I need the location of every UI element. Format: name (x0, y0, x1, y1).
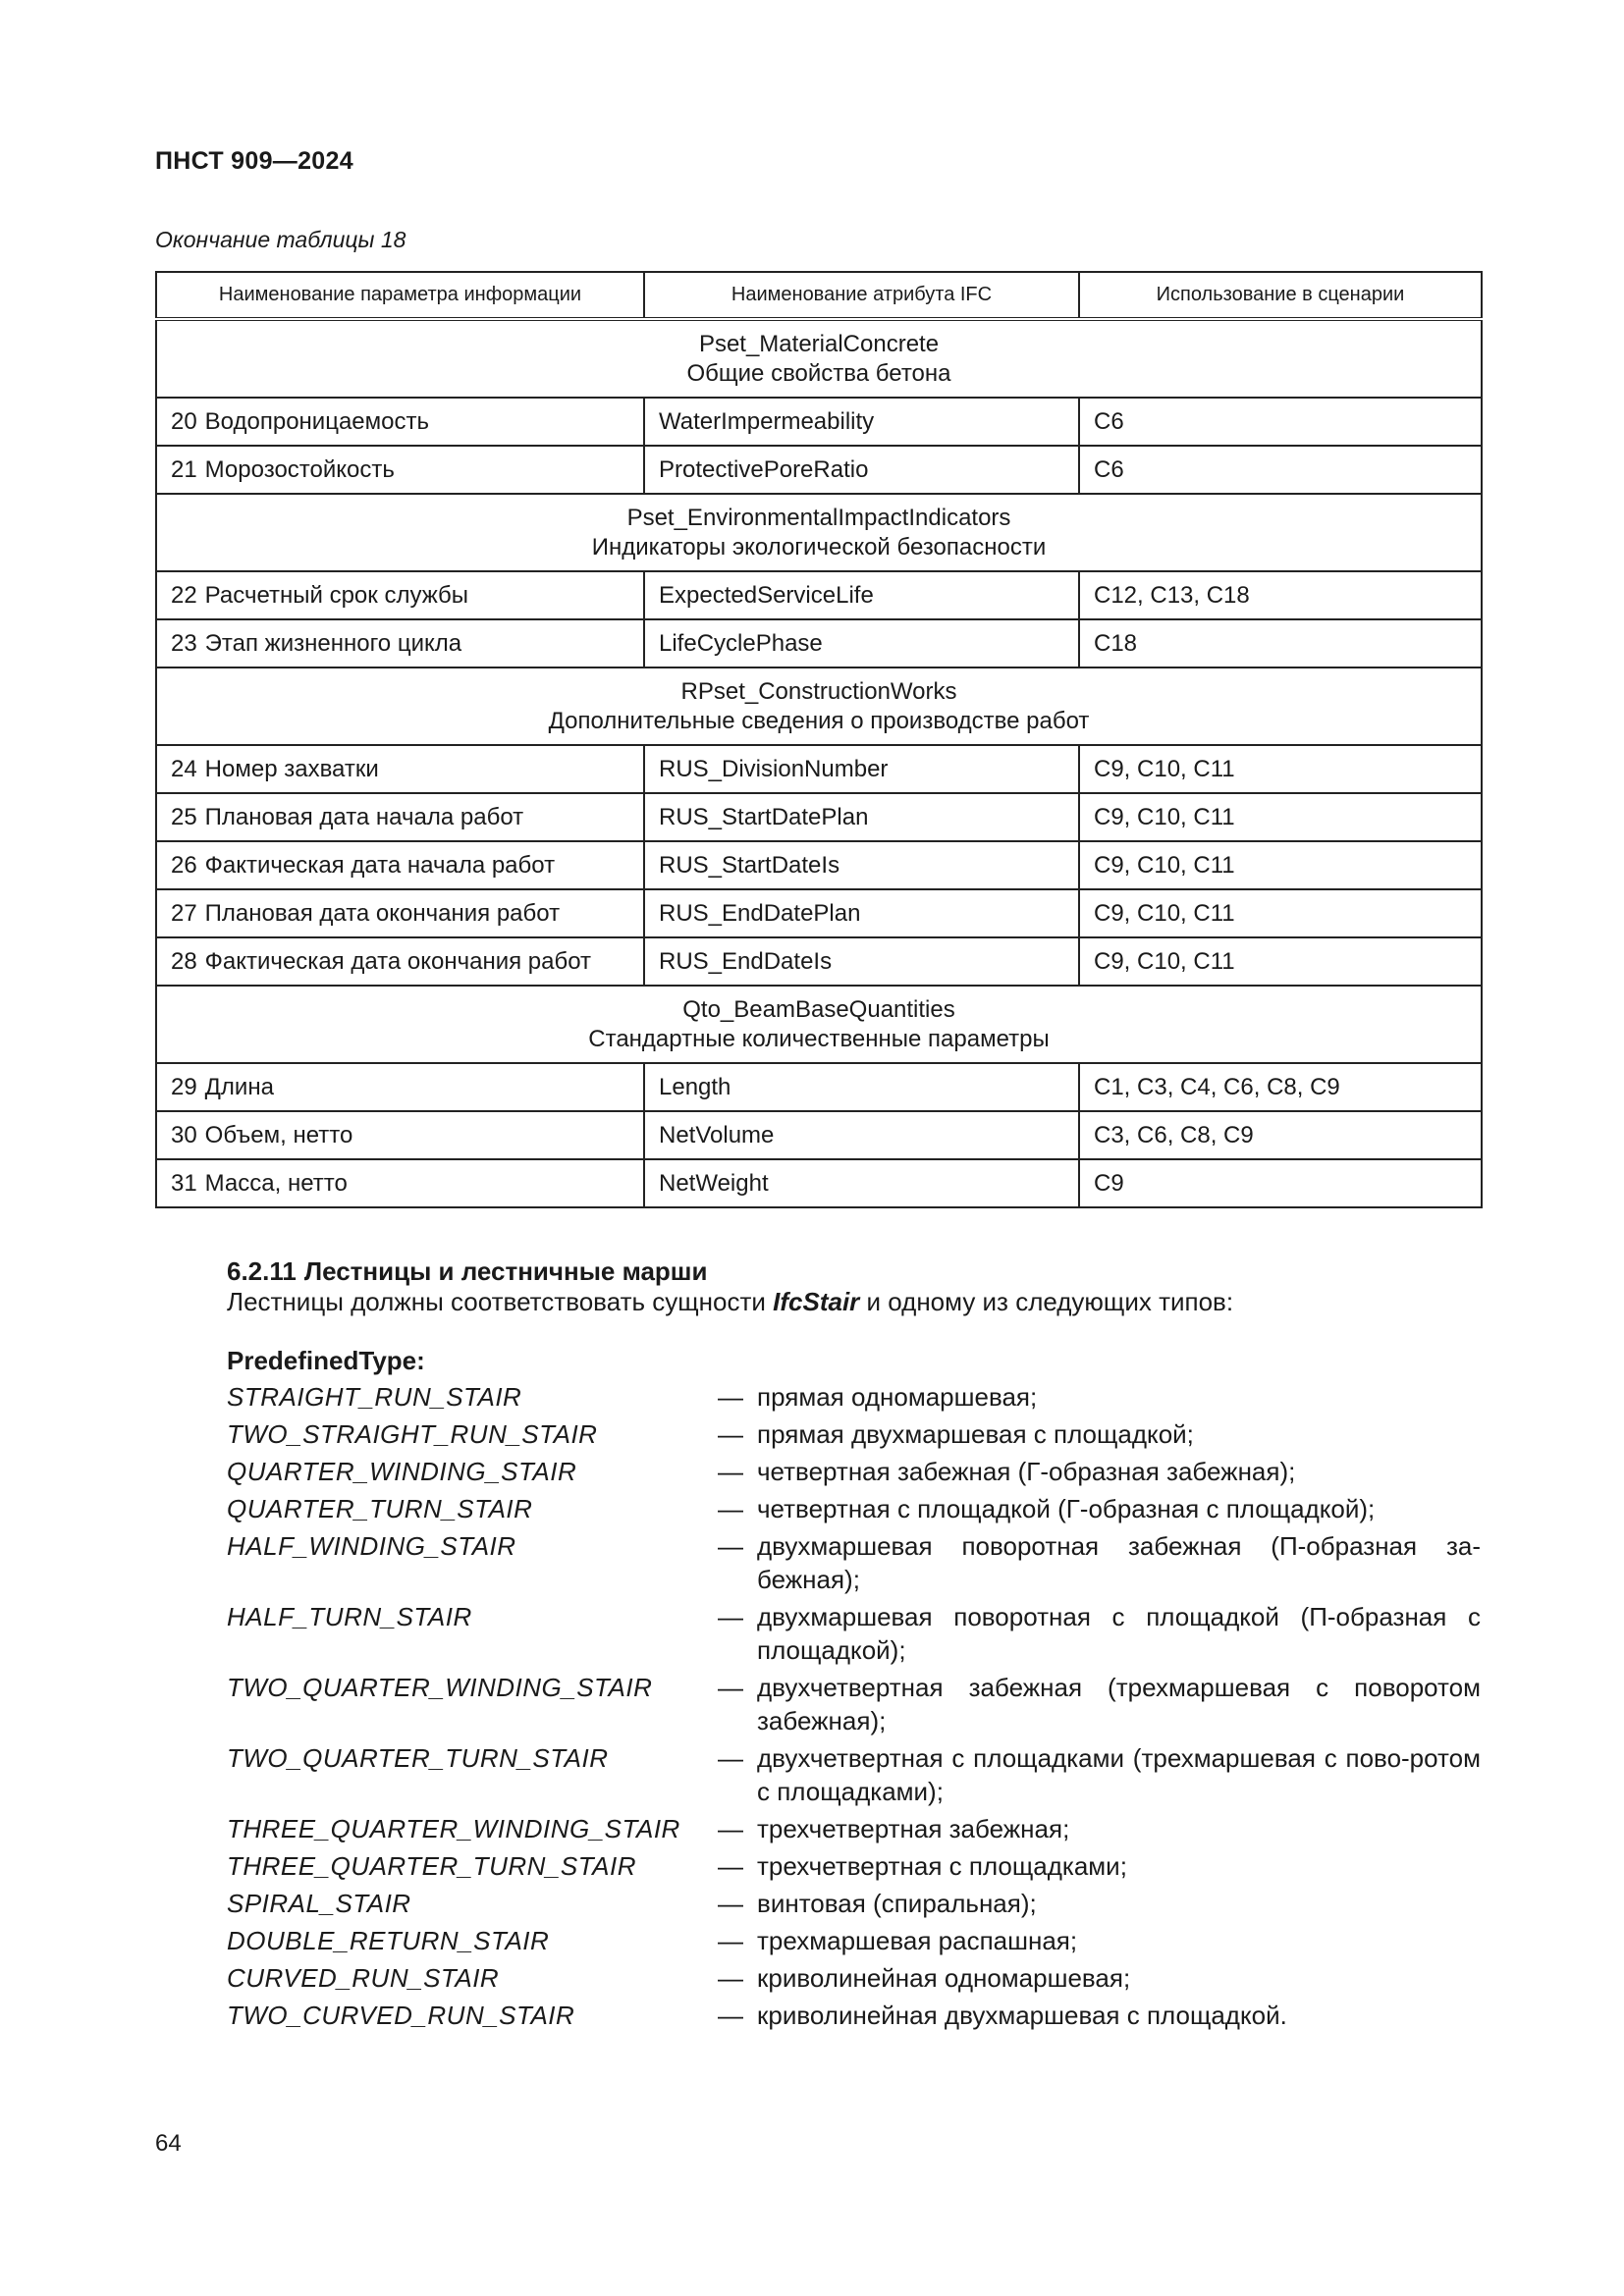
predefined-type-title: PredefinedType: (227, 1346, 425, 1375)
table-caption: Окончание таблицы 18 (155, 227, 406, 252)
stair-type-dash: — (718, 1743, 743, 1773)
parameter-cell (156, 937, 644, 986)
stair-type-code: SPIRAL_STAIR (227, 1889, 411, 1918)
ifc-attribute-cell: RUS_StartDatePlan (644, 793, 1079, 841)
parameter-cell (156, 571, 644, 619)
parameter-name: Плановая дата начала работ (204, 803, 524, 830)
stair-type-code: CURVED_RUN_STAIR (227, 1963, 500, 1993)
table-row (156, 446, 1482, 494)
stair-type-code: STRAIGHT_RUN_STAIR (227, 1382, 522, 1412)
table-row (156, 1063, 1482, 1111)
stair-type-dash: — (718, 1382, 743, 1412)
stair-type-dash: — (718, 1457, 743, 1486)
table-row (156, 937, 1482, 986)
parameter-cell (156, 793, 644, 841)
group-pset-name: RPset_ConstructionWorks (680, 677, 957, 705)
parameter-name: Расчетный срок службы (204, 581, 469, 609)
parameter-cell (156, 1111, 644, 1159)
stair-type-description: прямая одномаршевая; (757, 1382, 1038, 1412)
group-row (156, 986, 1482, 1063)
stair-type-description: двухчетвертная забежная (трехмаршевая с поворотом забежная); (757, 1673, 1481, 1735)
stair-type-description: криволинейная одномаршевая; (757, 1963, 1131, 1993)
stair-type-code: THREE_QUARTER_TURN_STAIR (227, 1851, 636, 1881)
row-number: 21 (171, 455, 197, 483)
group-row (156, 667, 1482, 745)
table-row (156, 841, 1482, 889)
table-header-row (156, 272, 1482, 319)
group-description: Дополнительные сведения о производстве работ (548, 707, 1090, 734)
ifc-attribute-cell: NetWeight (644, 1159, 1079, 1207)
stair-type-dash: — (718, 1531, 743, 1561)
stair-type-dash: — (718, 1814, 743, 1843)
parameter-name: Длина (204, 1073, 274, 1100)
parameter-cell (156, 745, 644, 793)
row-number: 24 (171, 755, 197, 782)
row-number: 27 (171, 899, 197, 927)
stair-type-dash: — (718, 1963, 743, 1993)
stair-type-code: QUARTER_TURN_STAIR (227, 1494, 533, 1523)
intro-text-before: Лестницы должны соответствовать сущности (227, 1287, 774, 1316)
scenario-cell: C9, C10, C11 (1079, 745, 1482, 793)
group-cell (156, 319, 1482, 398)
stair-type-description: четвертная с площадкой (Г-образная с площадкой); (757, 1494, 1376, 1523)
row-number: 25 (171, 803, 197, 830)
parameter-name: Объем, нетто (204, 1121, 353, 1148)
parameter-name: Фактическая дата окончания работ (204, 947, 592, 975)
ifc-attribute-cell: ProtectivePoreRatio (644, 446, 1079, 494)
stair-type-description: прямая двухмаршевая с площадкой; (757, 1419, 1194, 1449)
parameter-name: Фактическая дата начала работ (204, 851, 556, 879)
scenario-cell: C12, C13, C18 (1079, 571, 1482, 619)
scenario-cell: C3, C6, C8, C9 (1079, 1111, 1482, 1159)
table-row (156, 1159, 1482, 1207)
group-description: Индикаторы экологической безопасности (591, 533, 1047, 561)
stair-type-description: трехмаршевая распашная; (757, 1926, 1078, 1955)
stair-types-list (227, 1376, 1481, 2032)
parameter-cell (156, 841, 644, 889)
row-number: 20 (171, 407, 197, 435)
scenario-cell: C6 (1079, 446, 1482, 494)
stair-type-description: двухмаршевая поворотная забежная (П-образная за-бежная); (757, 1531, 1481, 1594)
table-row (156, 889, 1482, 937)
scenario-cell: C1, C3, C4, C6, C8, C9 (1079, 1063, 1482, 1111)
column-header-scenario: Использование в сценарии (1079, 272, 1482, 319)
intro-term: IfcStair (773, 1287, 860, 1316)
stair-type-dash: — (718, 1926, 743, 1955)
scenario-cell: C18 (1079, 619, 1482, 667)
stair-type-code: QUARTER_WINDING_STAIR (227, 1457, 577, 1486)
stair-type-code: HALF_WINDING_STAIR (227, 1531, 516, 1561)
scenario-cell: C9, C10, C11 (1079, 889, 1482, 937)
table-row (156, 619, 1482, 667)
group-pset-name: Qto_BeamBaseQuantities (682, 995, 955, 1023)
ifc-attribute-cell: WaterImpermeability (644, 398, 1079, 446)
stair-type-description: двухмаршевая поворотная с площадкой (П-образная с площадкой); (757, 1602, 1481, 1665)
ifc-attribute-cell: RUS_StartDateIs (644, 841, 1079, 889)
parameters-table (155, 271, 1483, 1208)
ifc-attribute-cell: RUS_EndDatePlan (644, 889, 1079, 937)
row-number: 28 (171, 947, 197, 975)
parameter-cell (156, 398, 644, 446)
row-number: 22 (171, 581, 197, 609)
document-code: ПНСТ 909—2024 (155, 147, 353, 175)
parameter-name: Плановая дата окончания работ (204, 899, 561, 927)
stair-type-description: двухчетвертная с площадками (трехмаршевая с пово-ротом с площадками); (757, 1743, 1481, 1806)
parameter-name: Водопроницаемость (204, 407, 429, 435)
stair-type-description: трехчетвертная с площадками; (757, 1851, 1127, 1881)
row-number: 23 (171, 629, 197, 657)
stair-type-description: винтовая (спиральная); (757, 1889, 1037, 1918)
group-cell (156, 494, 1482, 571)
stair-type-dash: — (718, 1419, 743, 1449)
table-row (156, 745, 1482, 793)
parameter-name: Морозостойкость (204, 455, 395, 483)
ifc-attribute-cell: LifeCyclePhase (644, 619, 1079, 667)
ifc-attribute-cell: NetVolume (644, 1111, 1079, 1159)
parameter-cell (156, 1159, 644, 1207)
stair-type-code: THREE_QUARTER_WINDING_STAIR (227, 1814, 680, 1843)
scenario-cell: C9, C10, C11 (1079, 937, 1482, 986)
group-cell (156, 667, 1482, 745)
stair-type-code: HALF_TURN_STAIR (227, 1602, 472, 1631)
stair-type-dash: — (718, 1673, 743, 1702)
parameter-name: Масса, нетто (204, 1169, 348, 1197)
row-number: 29 (171, 1073, 197, 1100)
parameter-name: Этап жизненного цикла (204, 629, 462, 657)
scenario-cell: C9, C10, C11 (1079, 841, 1482, 889)
group-description: Общие свойства бетона (686, 359, 951, 387)
row-number: 31 (171, 1169, 197, 1197)
parameter-cell (156, 889, 644, 937)
stair-type-dash: — (718, 1851, 743, 1881)
row-number: 26 (171, 851, 197, 879)
stair-type-code: DOUBLE_RETURN_STAIR (227, 1926, 550, 1955)
column-header-parameter: Наименование параметра информации (156, 272, 644, 319)
parameter-cell (156, 619, 644, 667)
section-number: 6.2.11 (227, 1256, 297, 1286)
group-pset-name: Pset_EnvironmentalImpactIndicators (626, 504, 1011, 531)
section-heading (227, 1256, 1481, 1286)
stair-type-code: TWO_STRAIGHT_RUN_STAIR (227, 1419, 598, 1449)
stair-type-dash: — (718, 1889, 743, 1918)
page-number: 64 (155, 2130, 182, 2157)
group-cell (156, 986, 1482, 1063)
group-description: Стандартные количественные параметры (588, 1025, 1050, 1052)
ifc-attribute-cell: Length (644, 1063, 1079, 1111)
ifc-attribute-cell: RUS_EndDateIs (644, 937, 1079, 986)
stair-type-dash: — (718, 2001, 743, 2030)
section-intro (227, 1286, 1481, 1317)
row-number: 30 (171, 1121, 197, 1148)
table-row (156, 571, 1482, 619)
column-header-ifc-attribute: Наименование атрибута IFC (644, 272, 1079, 319)
stair-type-dash: — (718, 1494, 743, 1523)
ifc-attribute-cell: ExpectedServiceLife (644, 571, 1079, 619)
group-row (156, 494, 1482, 571)
intro-text-after: и одному из следующих типов: (859, 1287, 1234, 1316)
parameter-cell (156, 1063, 644, 1111)
parameter-cell (156, 446, 644, 494)
table-row (156, 793, 1482, 841)
table-row (156, 1111, 1482, 1159)
stairs-section (227, 1256, 1481, 2032)
table-body (156, 319, 1482, 1207)
stair-type-description: трехчетвертная забежная; (757, 1814, 1070, 1843)
table-row (156, 398, 1482, 446)
ifc-attribute-cell: RUS_DivisionNumber (644, 745, 1079, 793)
scenario-cell: C9 (1079, 1159, 1482, 1207)
parameter-name: Номер захватки (204, 755, 379, 782)
stair-type-description: четвертная забежная (Г-образная забежная); (757, 1457, 1296, 1486)
stair-type-description: криволинейная двухмаршевая с площадкой. (757, 2001, 1287, 2030)
stair-type-code: TWO_QUARTER_WINDING_STAIR (227, 1673, 653, 1702)
stair-type-code: TWO_QUARTER_TURN_STAIR (227, 1743, 609, 1773)
group-pset-name: Pset_MaterialConcrete (698, 330, 940, 357)
stair-type-dash: — (718, 1602, 743, 1631)
scenario-cell: C6 (1079, 398, 1482, 446)
group-row (156, 319, 1482, 398)
stair-type-code: TWO_CURVED_RUN_STAIR (227, 2001, 575, 2030)
section-title: Лестницы и лестничные марши (303, 1256, 708, 1286)
scenario-cell: C9, C10, C11 (1079, 793, 1482, 841)
